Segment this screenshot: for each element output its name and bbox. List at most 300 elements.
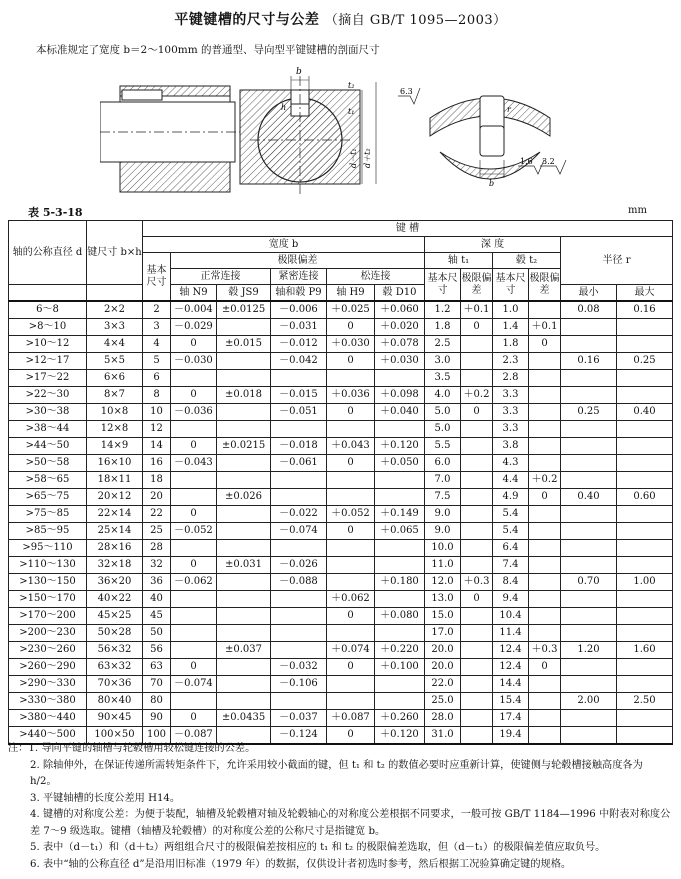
cell-t1dev (461, 710, 493, 727)
cell-p9: －0.124 (271, 727, 327, 745)
cell-n9 (171, 472, 217, 489)
header-key-blank (87, 285, 143, 302)
cell-d: >110～130 (9, 557, 87, 574)
cell-key: 25×14 (87, 523, 143, 540)
cell-rmax: 1.00 (617, 574, 673, 591)
cell-key: 6×6 (87, 370, 143, 387)
cell-n9: －0.074 (171, 676, 217, 693)
cell-rmin (561, 676, 617, 693)
cell-js9 (217, 319, 271, 336)
keyway-dimension-table (8, 220, 673, 745)
cell-key: 70×36 (87, 676, 143, 693)
cell-t2: 4.3 (493, 455, 529, 472)
cell-h9 (327, 676, 375, 693)
cell-t2dev (529, 710, 561, 727)
cell-t1: 12.0 (425, 574, 461, 591)
cell-t2: 4.9 (493, 489, 529, 506)
dim-d-plus-t2: d＋t₂ (363, 148, 372, 168)
cell-key: 40×22 (87, 591, 143, 608)
cell-rmax: 0.60 (617, 489, 673, 506)
cell-t2dev (529, 676, 561, 693)
cell-d10: ＋0.100 (375, 659, 425, 676)
cell-t2: 1.0 (493, 301, 529, 319)
cell-js9: ±0.0435 (217, 710, 271, 727)
cell-t1: 22.0 (425, 676, 461, 693)
cell-t2: 17.4 (493, 710, 529, 727)
keyway-section-drawing (100, 56, 570, 202)
cell-p9: －0.015 (271, 387, 327, 404)
cell-n9 (171, 693, 217, 710)
cell-rmin (561, 506, 617, 523)
cell-rmin (561, 472, 617, 489)
cell-b: 18 (143, 472, 171, 489)
dim-t1: t₁ (348, 107, 355, 116)
cell-t1dev: 0 (461, 404, 493, 421)
header-hub-d10: 毂 D10 (375, 285, 425, 302)
cell-n9 (171, 608, 217, 625)
cell-js9 (217, 472, 271, 489)
header-radius: 半径 r (561, 237, 673, 285)
table-row (9, 301, 673, 319)
cell-key: 45×25 (87, 608, 143, 625)
cell-d: >30～38 (9, 404, 87, 421)
cell-b: 6 (143, 370, 171, 387)
cell-p9: －0.037 (271, 710, 327, 727)
cell-p9 (271, 421, 327, 438)
header-limit-deviation: 极限偏差 (171, 253, 425, 269)
cell-js9: ±0.037 (217, 642, 271, 659)
cell-p9: －0.051 (271, 404, 327, 421)
cell-d: >200～230 (9, 625, 87, 642)
cell-d10 (375, 676, 425, 693)
cell-p9 (271, 642, 327, 659)
table-row (9, 370, 673, 387)
cell-key: 80×40 (87, 693, 143, 710)
cell-t2: 10.4 (493, 608, 529, 625)
cell-b: 28 (143, 540, 171, 557)
cell-t2dev (529, 387, 561, 404)
cell-rmin (561, 659, 617, 676)
cell-p9 (271, 540, 327, 557)
cell-d10 (375, 557, 425, 574)
cell-rmax (617, 319, 673, 336)
cell-h9 (327, 489, 375, 506)
cell-t1dev (461, 506, 493, 523)
cell-key: 20×12 (87, 489, 143, 506)
cell-d: >10～12 (9, 336, 87, 353)
cell-h9: ＋0.074 (327, 642, 375, 659)
cell-h9: ＋0.062 (327, 591, 375, 608)
cell-d10: ＋0.098 (375, 387, 425, 404)
cell-t1dev (461, 353, 493, 370)
cell-d: >44～50 (9, 438, 87, 455)
cell-d10: ＋0.050 (375, 455, 425, 472)
cell-js9: ±0.026 (217, 489, 271, 506)
cell-t2dev (529, 523, 561, 540)
cell-t2dev (529, 370, 561, 387)
header-key-size: 键尺寸 b×h (87, 221, 143, 285)
cell-key: 8×7 (87, 387, 143, 404)
cell-d: >230～260 (9, 642, 87, 659)
cell-d: >440～500 (9, 727, 87, 745)
cell-p9: －0.006 (271, 301, 327, 319)
table-row (9, 642, 673, 659)
cell-js9 (217, 506, 271, 523)
cell-n9: －0.043 (171, 455, 217, 472)
cell-key: 90×45 (87, 710, 143, 727)
header-loose-connection: 松连接 (327, 269, 425, 285)
header-normal-connection: 正常连接 (171, 269, 271, 285)
header-t1-basic: 基本尺寸 (425, 269, 461, 302)
cell-t1: 11.0 (425, 557, 461, 574)
cell-d: >170～200 (9, 608, 87, 625)
header-basic-size: 基本尺寸 (143, 253, 171, 302)
cell-t1: 5.5 (425, 438, 461, 455)
cell-t1: 10.0 (425, 540, 461, 557)
cell-d10 (375, 370, 425, 387)
cell-d10 (375, 421, 425, 438)
cell-t2: 15.4 (493, 693, 529, 710)
cell-t2dev: ＋0.1 (529, 319, 561, 336)
cell-rmax (617, 506, 673, 523)
cell-rmax (617, 591, 673, 608)
cell-p9 (271, 472, 327, 489)
header-shaft-h9: 轴 H9 (327, 285, 375, 302)
dim-r: r (507, 105, 511, 114)
cell-rmax (617, 676, 673, 693)
table-row (9, 353, 673, 370)
cell-b: 40 (143, 591, 171, 608)
cell-t2: 12.4 (493, 659, 529, 676)
cell-t2: 3.3 (493, 387, 529, 404)
header-t2-basic: 基本尺寸 (493, 269, 529, 302)
cell-key: 32×18 (87, 557, 143, 574)
cell-d: >17～22 (9, 370, 87, 387)
cell-rmin (561, 455, 617, 472)
cell-t2dev (529, 608, 561, 625)
cell-rmin (561, 625, 617, 642)
cell-rmax (617, 438, 673, 455)
roughness-3-2: 3.2 (542, 157, 555, 166)
cell-t2dev (529, 591, 561, 608)
cell-key: 100×50 (87, 727, 143, 745)
cell-n9 (171, 642, 217, 659)
cell-h9: ＋0.087 (327, 710, 375, 727)
cell-rmin: 0.40 (561, 489, 617, 506)
cell-key: 63×32 (87, 659, 143, 676)
cell-h9: ＋0.052 (327, 506, 375, 523)
cell-js9 (217, 693, 271, 710)
cell-t1dev (461, 523, 493, 540)
cell-d10: ＋0.040 (375, 404, 425, 421)
cell-b: 20 (143, 489, 171, 506)
cell-b: 16 (143, 455, 171, 472)
cell-p9 (271, 591, 327, 608)
cell-t1dev (461, 438, 493, 455)
cell-t1: 28.0 (425, 710, 461, 727)
cell-t1: 9.0 (425, 523, 461, 540)
cell-d10: ＋0.260 (375, 710, 425, 727)
cell-rmax (617, 523, 673, 540)
cell-b: 10 (143, 404, 171, 421)
cell-h9 (327, 472, 375, 489)
cell-js9 (217, 455, 271, 472)
cell-js9 (217, 574, 271, 591)
cell-rmax (617, 710, 673, 727)
cell-d10: ＋0.078 (375, 336, 425, 353)
note-3: 3. 平键轴槽的长度公差用 H14。 (30, 792, 181, 804)
table-row (9, 574, 673, 591)
cell-p9: －0.042 (271, 353, 327, 370)
cell-b: 5 (143, 353, 171, 370)
cell-p9 (271, 489, 327, 506)
table-label: 表 5-3-18 (28, 206, 83, 219)
longitudinal-section (100, 86, 240, 192)
cell-h9 (327, 557, 375, 574)
cell-t1dev (461, 659, 493, 676)
table-row (9, 676, 673, 693)
cell-n9: 0 (171, 659, 217, 676)
header-width: 宽度 b (143, 237, 425, 253)
cell-h9 (327, 693, 375, 710)
cell-t1: 6.0 (425, 455, 461, 472)
cell-h9: 0 (327, 455, 375, 472)
cell-h9: 0 (327, 404, 375, 421)
cell-rmax: 0.16 (617, 301, 673, 319)
table-row (9, 387, 673, 404)
header-hub-t2: 毂 t₂ (493, 253, 561, 269)
note-2: 2. 除轴伸外，在保证传递所需转矩条件下，允许采用较小截面的键，但 t₁ 和 t₂ 的数值必要时应重新计算，使键侧与轮毂槽接触高度各为 h/2。 (30, 759, 643, 787)
cell-t2: 2.3 (493, 353, 529, 370)
cell-t1: 20.0 (425, 642, 461, 659)
cell-rmax (617, 421, 673, 438)
cell-t2: 12.4 (493, 642, 529, 659)
cell-rmin (561, 608, 617, 625)
table-row (9, 404, 673, 421)
dim-t2: t₂ (348, 81, 355, 90)
cell-js9 (217, 608, 271, 625)
table-row (9, 625, 673, 642)
header-shaft-hub-p9: 轴和毂 P9 (271, 285, 327, 302)
cell-t2dev: ＋0.3 (529, 642, 561, 659)
unit-label: mm (628, 205, 647, 216)
dim-d-minus-t1: d－t₁ (349, 148, 358, 168)
cell-h9: ＋0.036 (327, 387, 375, 404)
cell-p9: －0.074 (271, 523, 327, 540)
cell-t1dev: 0 (461, 591, 493, 608)
cell-t2dev (529, 693, 561, 710)
cell-rmin (561, 710, 617, 727)
cell-n9 (171, 370, 217, 387)
cell-b: 63 (143, 659, 171, 676)
roughness-6-3: 6.3 (400, 87, 413, 96)
cell-t2dev (529, 353, 561, 370)
cell-t1: 2.5 (425, 336, 461, 353)
cell-key: 10×8 (87, 404, 143, 421)
cell-d10: ＋0.180 (375, 574, 425, 591)
cell-h9 (327, 574, 375, 591)
cell-js9 (217, 540, 271, 557)
cell-d10: ＋0.149 (375, 506, 425, 523)
cell-h9 (327, 421, 375, 438)
cell-t1: 7.0 (425, 472, 461, 489)
cell-rmax (617, 608, 673, 625)
table-row (9, 489, 673, 506)
header-tight-connection: 紧密连接 (271, 269, 327, 285)
cell-p9: －0.088 (271, 574, 327, 591)
roughness-1-6: 1.6 (520, 157, 533, 166)
cell-d: >380～440 (9, 710, 87, 727)
cell-b: 90 (143, 710, 171, 727)
cell-n9: 0 (171, 557, 217, 574)
note-1: 注：1. 导向平键的轴槽与轮毂槽用较松键连接的公差。 (8, 743, 256, 754)
table-row (9, 540, 673, 557)
cell-t2: 9.4 (493, 591, 529, 608)
table-body (9, 301, 673, 744)
note-5: 5. 表中（d－t₁）和（d＋t₂）两组组合尺寸的极限偏差按相应的 t₁ 和 t₂ 的极限偏差选取，但（d－t₁）的极限偏差值应取负号。 (30, 842, 606, 853)
cell-t1: 5.0 (425, 404, 461, 421)
cell-t1dev: ＋0.3 (461, 574, 493, 591)
cell-rmax: 1.60 (617, 642, 673, 659)
cell-n9 (171, 489, 217, 506)
table-row (9, 472, 673, 489)
header-r-min: 最小 (561, 285, 617, 302)
cell-d10: ＋0.060 (375, 301, 425, 319)
cell-t1dev (461, 625, 493, 642)
cell-js9 (217, 404, 271, 421)
cell-t1dev (461, 455, 493, 472)
cell-d: >330～380 (9, 693, 87, 710)
cell-t2dev: ＋0.2 (529, 472, 561, 489)
cell-n9 (171, 540, 217, 557)
cell-b: 4 (143, 336, 171, 353)
cell-p9: －0.031 (271, 319, 327, 336)
cell-js9: ±0.031 (217, 557, 271, 574)
cell-js9 (217, 523, 271, 540)
cell-rmin (561, 438, 617, 455)
cell-n9: 0 (171, 336, 217, 353)
cell-d10 (375, 472, 425, 489)
cell-t2dev (529, 574, 561, 591)
header-shaft-diameter: 轴的公称直径 d (9, 221, 87, 285)
cell-js9: ±0.0125 (217, 301, 271, 319)
cell-rmin: 2.00 (561, 693, 617, 710)
cell-rmax: 0.40 (617, 404, 673, 421)
cell-b: 3 (143, 319, 171, 336)
cell-t1: 20.0 (425, 659, 461, 676)
cell-b: 100 (143, 727, 171, 745)
cell-t1: 7.5 (425, 489, 461, 506)
cell-p9: －0.012 (271, 336, 327, 353)
table-row (9, 438, 673, 455)
cell-key: 50×28 (87, 625, 143, 642)
cell-b: 56 (143, 642, 171, 659)
cell-t2: 6.4 (493, 540, 529, 557)
cell-n9: 0 (171, 387, 217, 404)
cell-p9 (271, 693, 327, 710)
cell-t2: 3.3 (493, 421, 529, 438)
header-hub-js9: 毂 JS9 (217, 285, 271, 302)
cell-d10 (375, 625, 425, 642)
cell-t1: 9.0 (425, 506, 461, 523)
cell-d: >290～330 (9, 676, 87, 693)
cell-b: 14 (143, 438, 171, 455)
cell-js9: ±0.015 (217, 336, 271, 353)
cell-rmax (617, 557, 673, 574)
cell-t2: 4.4 (493, 472, 529, 489)
cell-h9: 0 (327, 727, 375, 745)
cell-key: 28×16 (87, 540, 143, 557)
cell-d10: ＋0.065 (375, 523, 425, 540)
cell-n9: 0 (171, 438, 217, 455)
cell-d10: ＋0.120 (375, 727, 425, 745)
cell-key: 36×20 (87, 574, 143, 591)
intro-text: 本标准规定了宽度 b＝2～100mm 的普通型、导向型平键键槽的剖面尺寸 (36, 44, 380, 56)
cell-key: 3×3 (87, 319, 143, 336)
cell-rmin: 0.70 (561, 574, 617, 591)
cell-p9: －0.106 (271, 676, 327, 693)
header-t1-limit: 极限偏差 (461, 269, 493, 302)
cell-t2: 19.4 (493, 727, 529, 745)
header-shaft-t1: 轴 t₁ (425, 253, 493, 269)
cell-rmin (561, 591, 617, 608)
cell-key: 14×9 (87, 438, 143, 455)
cell-t1dev (461, 370, 493, 387)
cell-js9: ±0.0215 (217, 438, 271, 455)
cell-js9: ±0.018 (217, 387, 271, 404)
cell-key: 56×32 (87, 642, 143, 659)
cell-t2dev: 0 (529, 659, 561, 676)
cell-t1: 3.0 (425, 353, 461, 370)
table-row (9, 659, 673, 676)
dim-b: b (296, 67, 302, 77)
table-row (9, 693, 673, 710)
cell-rmin: 0.08 (561, 301, 617, 319)
cell-key: 22×14 (87, 506, 143, 523)
cross-section (240, 67, 376, 196)
cell-t2dev (529, 301, 561, 319)
cell-b: 25 (143, 523, 171, 540)
table-header (9, 221, 673, 302)
cell-t2dev: 0 (529, 489, 561, 506)
cell-b: 45 (143, 608, 171, 625)
cell-rmin (561, 336, 617, 353)
cell-rmax: 2.50 (617, 693, 673, 710)
title-main: 平键键槽的尺寸与公差 (174, 12, 320, 28)
cell-rmin (561, 421, 617, 438)
header-shaft-n9: 轴 N9 (171, 285, 217, 302)
table-row (9, 710, 673, 727)
header-depth: 深 度 (425, 237, 561, 253)
cell-t1dev: ＋0.1 (461, 301, 493, 319)
cell-b: 50 (143, 625, 171, 642)
cell-n9: －0.036 (171, 404, 217, 421)
cell-js9 (217, 421, 271, 438)
cell-n9: －0.004 (171, 301, 217, 319)
cell-t1dev (461, 693, 493, 710)
header-t2-limit: 极限偏差 (529, 269, 561, 302)
cell-js9 (217, 370, 271, 387)
cell-t1: 1.8 (425, 319, 461, 336)
cell-d: >130～150 (9, 574, 87, 591)
cell-t1dev (461, 421, 493, 438)
cell-d: >8～10 (9, 319, 87, 336)
cell-rmin: 1.20 (561, 642, 617, 659)
cell-p9: －0.061 (271, 455, 327, 472)
cell-d: >38～44 (9, 421, 87, 438)
cell-h9: 0 (327, 353, 375, 370)
cell-d: >12～17 (9, 353, 87, 370)
